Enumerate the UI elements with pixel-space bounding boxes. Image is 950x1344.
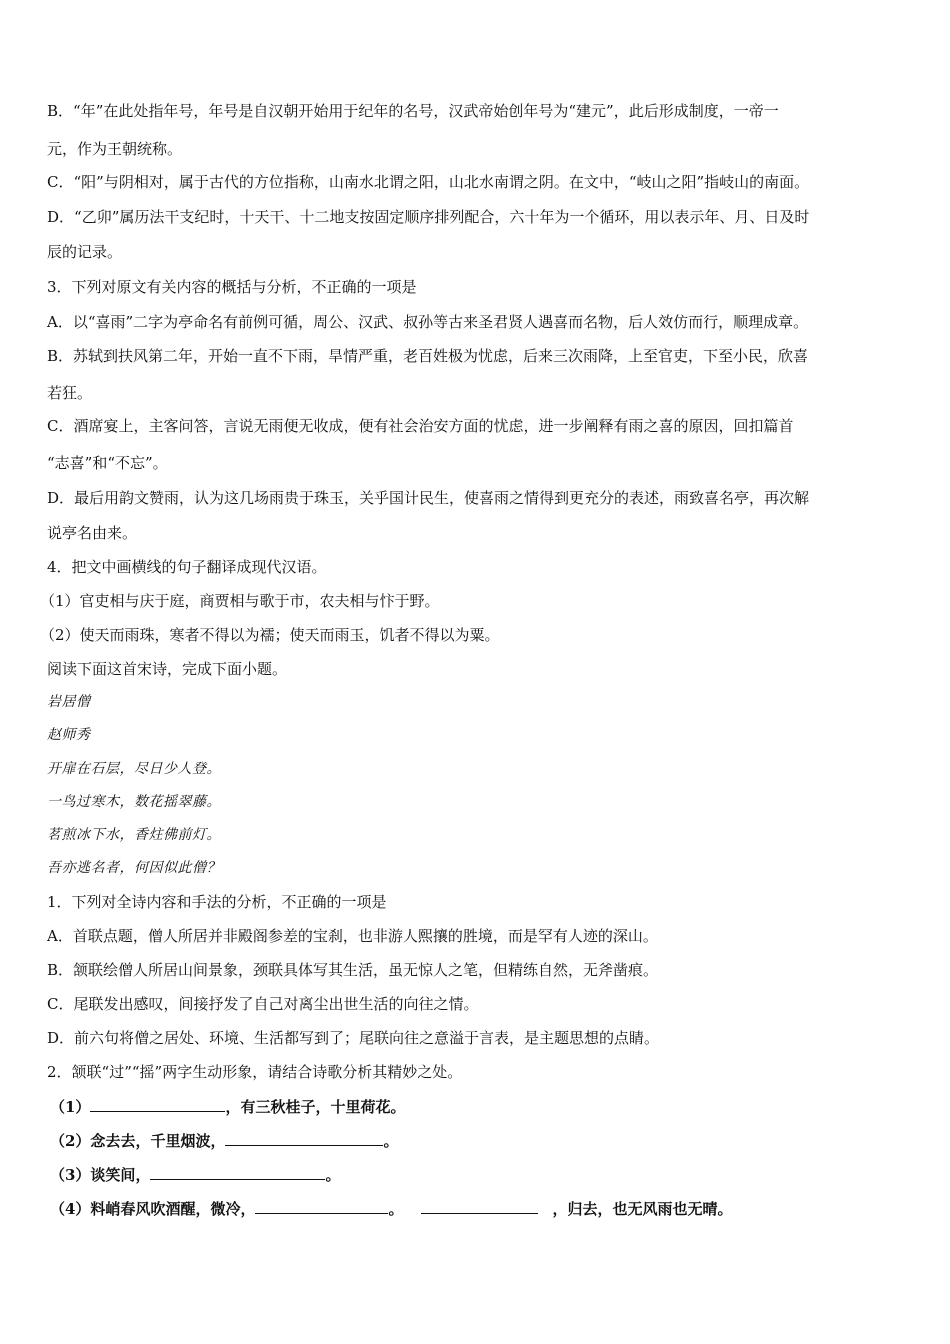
fill-2-blank[interactable] (225, 1131, 383, 1146)
fill-1-prefix: （1） (50, 1098, 91, 1116)
fill-4-blank-a[interactable] (255, 1199, 388, 1214)
fill-4-blank-b[interactable] (421, 1199, 538, 1214)
poem-line: 吾亦逃名者，何因似此僧？ (47, 860, 221, 876)
q3-option-d-line2: 说亭名由来。 (47, 524, 138, 542)
q3-option-c-line2: “志喜”和“不忘”。 (47, 454, 168, 472)
fill-3-prefix: （3）谈笑间， (50, 1166, 151, 1184)
fill-3-suffix: 。 (325, 1166, 341, 1184)
pq1-option-c: C．尾联发出感叹，间接抒发了自己对离尘出世生活的向往之情。 (47, 995, 479, 1013)
pq1-stem: 1．下列对全诗内容和手法的分析，不正确的一项是 (47, 893, 387, 911)
fill-4-mid: 。 (388, 1200, 404, 1218)
q4-item-2: （2）使天而雨珠，寒者不得以为襦；使天而雨玉，饥者不得以为粟。 (40, 626, 500, 644)
q4-item-1: （1）官吏相与庆于庭，商贾相与歌于市，农夫相与忭于野。 (40, 592, 440, 610)
q3-option-c-line1: C．酒席宴上，主客问答，言说无雨便无收成，便有社会治安方面的忧虑，进一步阐释有雨之喜的原因，回扣篇首 (47, 417, 794, 435)
fill-2-prefix: （2）念去去，千里烟波， (50, 1132, 226, 1150)
fill-4-suffix: ，归去，也无风雨也无晴。 (552, 1200, 733, 1218)
q2-option-c: C．“阳”与阴相对，属于古代的方位指称，山南水北谓之阳，山北水南谓之阴。在文中，“岐山之阳”指岐山的南面。 (47, 173, 810, 191)
pq2-stem: 2．颔联“过”“摇”两字生动形象，请结合诗歌分析其精妙之处。 (47, 1063, 463, 1081)
fill-item-4 (50, 1199, 732, 1219)
q3-option-b-line1: B．苏轼到扶风第二年，开始一直不下雨，旱情严重，老百姓极为忧虑，后来三次雨降，上至官吏，下至小民，欣喜 (47, 347, 809, 365)
fill-item-3 (50, 1165, 340, 1185)
poem-intro: 阅读下面这首宋诗，完成下面小题。 (47, 660, 288, 678)
poem-line: 茗煎冰下水，香炷佛前灯。 (47, 827, 221, 843)
q2-option-d-line2: 辰的记录。 (47, 243, 123, 261)
pq1-option-a: A．首联点题，僧人所居并非殿阁参差的宝刹，也非游人熙攘的胜境，而是罕有人迹的深山。 (47, 927, 658, 945)
q3-option-d-line1: D．最后用韵文赞雨，认为这几场雨贵于珠玉，关乎国计民生，使喜雨之情得到更充分的表述，雨致喜名亭，再次解 (47, 489, 810, 507)
poem-line: 开扉在石层，尽日少人登。 (47, 761, 221, 777)
fill-1-blank[interactable] (90, 1097, 225, 1112)
fill-4-prefix: （4）料峭春风吹酒醒，微冷， (50, 1200, 256, 1218)
q2-option-d-line1: D．“乙卯”属历法干支纪时，十天干、十二地支按固定顺序排列配合，六十年为一个循环，用以表示年、月、日及时 (47, 208, 810, 226)
fill-item-1 (50, 1097, 405, 1117)
pq1-option-d: D．前六句将僧之居处、环境、生活都写到了；尾联向往之意溢于言表，是主题思想的点睛。 (47, 1029, 660, 1047)
q3-option-b-line2: 若狂。 (47, 384, 93, 402)
q4-stem: 4．把文中画横线的句子翻译成现代汉语。 (47, 558, 327, 576)
fill-item-2 (50, 1131, 398, 1151)
poem-author: 赵师秀 (47, 727, 91, 743)
q3-stem: 3．下列对原文有关内容的概括与分析，不正确的一项是 (47, 278, 417, 296)
q2-option-b-line2: 元，作为王朝统称。 (47, 140, 183, 158)
fill-1-suffix: ，有三秋桂子，十里荷花。 (225, 1098, 406, 1116)
poem-line: 一鸟过寒木，数花摇翠藤。 (47, 794, 221, 810)
q2-option-b-line1: B．“年”在此处指年号，年号是自汉朝开始用于纪年的名号，汉武帝始创年号为“建元”，此后形成制度，一帝一 (47, 102, 779, 120)
poem-title: 岩居僧 (47, 694, 91, 710)
q3-option-a: A．以“喜雨”二字为亭命名有前例可循，周公、汉武、叔孙等古来圣君贤人遇喜而名物，后人效仿而行，顺理成章。 (47, 313, 809, 331)
pq1-option-b: B．颔联绘僧人所居山间景象，颈联具体写其生活，虽无惊人之笔，但精练自然，无斧凿痕。 (47, 961, 659, 979)
fill-3-blank[interactable] (150, 1165, 325, 1180)
fill-2-suffix: 。 (383, 1132, 399, 1150)
